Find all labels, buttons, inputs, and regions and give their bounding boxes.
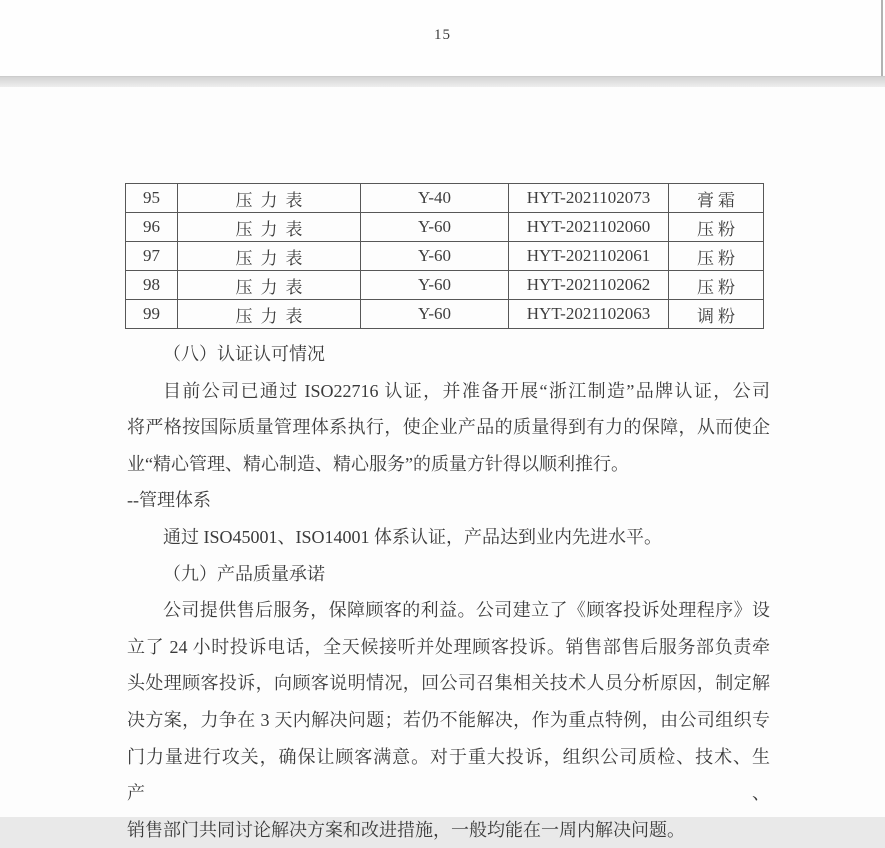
text-line: 头处理顾客投诉，向顾客说明情况，回公司召集相关技术人员分析原因，制定解 <box>127 673 770 694</box>
text-line: 业“精心管理、精心制造、精心服务”的质量方针得以顺利推行。 <box>127 453 629 474</box>
device-name-cell: 压力表 <box>178 213 361 242</box>
model-cell: Y-40 <box>361 184 509 213</box>
text-line: --管理体系 <box>127 490 211 511</box>
text-line: 目前公司已通过 ISO22716 认证，并准备开展“浙江制造”品牌认证，公司 <box>163 380 770 401</box>
serial-cell: 96 <box>126 213 178 242</box>
serial-cell: 99 <box>126 300 178 329</box>
text-line: 销售部门共同讨论解决方案和改进措施，一般均能在一周内解决问题。 <box>127 819 685 840</box>
section-heading-8: （八）认证认可情况 <box>163 344 325 364</box>
serial-cell: 97 <box>126 242 178 271</box>
record-code-cell: HYT-2021102063 <box>509 300 669 329</box>
page-edge-line <box>881 0 883 76</box>
previous-page-bottom <box>0 0 885 76</box>
table-row <box>126 271 764 300</box>
text-line: 公司提供售后服务，保障顾客的利益。公司建立了《顾客投诉处理程序》设 <box>163 600 770 621</box>
serial-cell: 95 <box>126 184 178 213</box>
device-name-cell: 压力表 <box>178 300 361 329</box>
text-line: 将严格按国际质量管理体系执行，使企业产品的质量得到有力的保障，从而使企 <box>127 417 770 438</box>
page-number: 15 <box>434 27 451 43</box>
usage-cell: 膏霜 <box>669 184 764 213</box>
text-line: 立了 24 小时投诉电话，全天候接听并处理顾客投诉。销售部售后服务部负责牵 <box>127 636 770 657</box>
usage-cell: 压粉 <box>669 242 764 271</box>
text-line: 通过 ISO45001、ISO14001 体系认证，产品达到业内先进水平。 <box>163 526 663 547</box>
table-row <box>126 300 764 329</box>
record-code-cell: HYT-2021102062 <box>509 271 669 300</box>
model-cell: Y-60 <box>361 271 509 300</box>
model-cell: Y-60 <box>361 242 509 271</box>
model-cell: Y-60 <box>361 213 509 242</box>
usage-cell: 压粉 <box>669 213 764 242</box>
usage-cell: 调粉 <box>669 300 764 329</box>
table-row <box>126 242 764 271</box>
text-line: 决方案，力争在 3 天内解决问题；若仍不能解决，作为重点特例，由公司组织专 <box>127 709 770 730</box>
section-heading-9: （九）产品质量承诺 <box>163 563 325 584</box>
page-separator <box>0 76 885 87</box>
table-row <box>126 213 764 242</box>
record-code-cell: HYT-2021102061 <box>509 242 669 271</box>
serial-cell: 98 <box>126 271 178 300</box>
device-name-cell: 压力表 <box>178 184 361 213</box>
body-text <box>127 336 770 848</box>
record-code-cell: HYT-2021102073 <box>509 184 669 213</box>
record-code-cell: HYT-2021102060 <box>509 213 669 242</box>
device-name-cell: 压力表 <box>178 242 361 271</box>
device-name-cell: 压力表 <box>178 271 361 300</box>
usage-cell: 压粉 <box>669 271 764 300</box>
table-row <box>126 184 764 213</box>
text-line: 门力量进行攻关，确保让顾客满意。对于重大投诉，组织公司质检、技术、生产、 <box>127 746 770 804</box>
equipment-table <box>125 183 764 329</box>
model-cell: Y-60 <box>361 300 509 329</box>
